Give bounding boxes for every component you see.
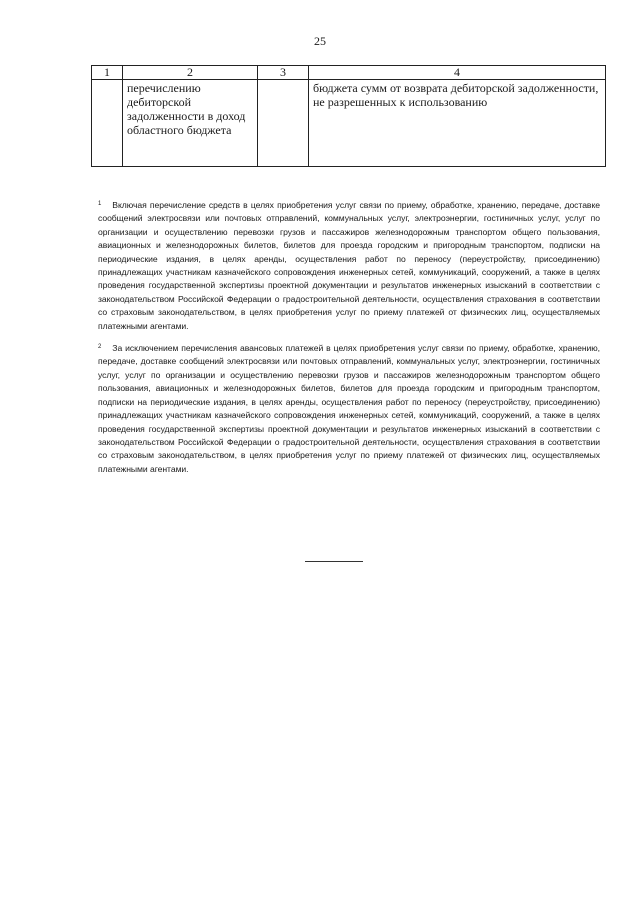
table-header-cell: 4 [309, 66, 606, 80]
end-divider [305, 561, 363, 562]
table-header-cell: 2 [123, 66, 258, 80]
page-number: 25 [314, 34, 326, 48]
table-header-row [92, 66, 606, 80]
footnote-text: Включая перечисление средств в целях приобретения услуг связи по приему, обработке, хранению, передаче, доставке сообщений электросвязи или почтовых отправлений, коммунальных услуг, электроэнергии, гостиничных услуг, услуг по организации и осуществлению перевозки грузов и пассажиров железнодорожным транспортом общего пользования, авиационных и железнодорожных билетов, билетов для проезда городским и пригородным транспортом, подписки на периодические издания, в целях аренды, осуществления работ по переносу (переустройству, присоединению) принадлежащих участникам казначейского сопровождения инженерных сетей, коммуникаций, сооружений, а также в целях проведения государственной экспертизы проектной документации и результатов инженерных изысканий в соответствии с законодательством Российской Федерации о градостроительной деятельности, осуществления страхования в соответствии со страховым законодательством, в целях приобретения услуг по приему платежей от физических лиц, осуществляемых платежными агентами. [98, 200, 600, 331]
table-cell: перечислению дебиторской задолженности в доход областного бюджета [123, 80, 258, 167]
table-cell: бюджета сумм от возврата дебиторской задолженности, не разрешенных к использованию [309, 80, 606, 167]
table-row [92, 80, 606, 167]
footnotes-section [98, 199, 600, 485]
footnote-mark: 2 [98, 344, 102, 351]
table-cell [92, 80, 123, 167]
table-cell [258, 80, 309, 167]
footnote-text: За исключением перечисления авансовых платежей в целях приобретения услуг связи по приему, обработке, хранению, передаче, доставке сообщений электросвязи или почтовых отправлений, коммунальных услуг, электроэнергии, гостиничных услуг, услуг по организации и осуществлению перевозки грузов и пассажиров железнодорожным транспортом общего пользования, авиационных и железнодорожных билетов, билетов для проезда городским и пригородным транспортом, подписки на периодические издания, в целях аренды, осуществления работ по переносу (переустройству, присоединению) принадлежащих участникам казначейского сопровождения инженерных сетей, коммуникаций, сооружений, а также в целях проведения государственной экспертизы проектной документации и результатов инженерных изысканий в соответствии с законодательством Российской Федерации о градостроительной деятельности, осуществления страхования в соответствии со страховым законодательством, в целях приобретения услуг по приему платежей от физических лиц, осуществляемых платежными агентами. [98, 343, 600, 474]
footnote [98, 199, 600, 333]
table-header-cell: 3 [258, 66, 309, 80]
table-header-cell: 1 [92, 66, 123, 80]
document-table [91, 65, 606, 167]
footnote-mark: 1 [98, 201, 102, 207]
footnote [98, 342, 600, 476]
